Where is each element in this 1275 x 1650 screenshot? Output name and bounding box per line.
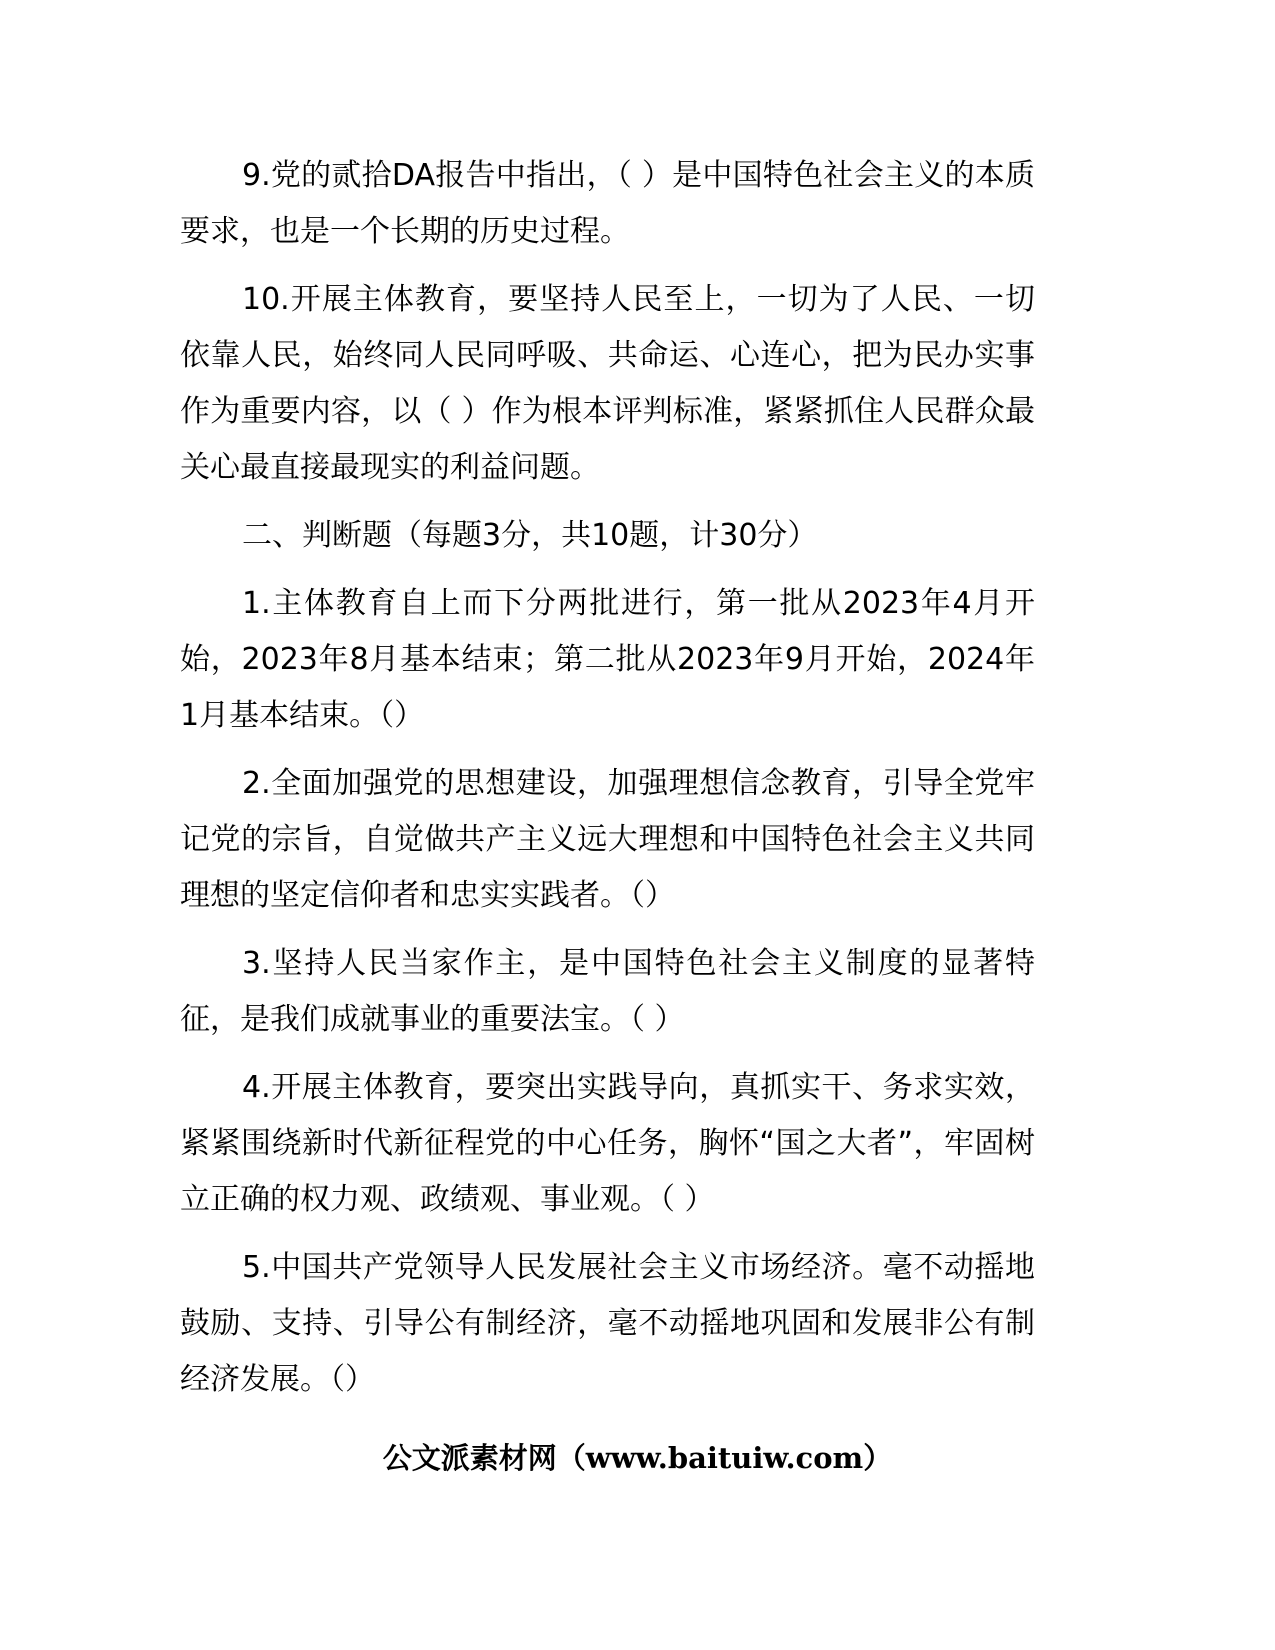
judgment-question-1: 1.主体教育自上而下分两批进行，第一批从2023年4月开始，2023年8月基本结束；第二批从2023年9月开始，2024年1月基本结束。（） bbox=[180, 586, 1035, 733]
page-footer-watermark: 公文派素材网（www.baituiw.com） bbox=[382, 1441, 893, 1475]
judgment-question-4: 4.开展主体教育，要突出实践导向，真抓实干、务求实效，紧紧围绕新时代新征程党的中心任务，胸怀“国之大者”，牢固树立正确的权力观、政绩观、事业观。（ ） bbox=[180, 1070, 1035, 1217]
question-9: 9.党的贰拾DA报告中指出，（ ）是中国特色社会主义的本质要求，也是一个长期的历史过程。 bbox=[180, 158, 1035, 249]
judgment-question-5: 5.中国共产党领导人民发展社会主义市场经济。毫不动摇地鼓励、支持、引导公有制经济，毫不动摇地巩固和发展非公有制经济发展。（） bbox=[180, 1250, 1035, 1397]
section-heading-judgment: 二、判断题（每题3分，共10题，计30分） bbox=[242, 518, 818, 553]
judgment-question-3: 3.坚持人民当家作主，是中国特色社会主义制度的显著特征，是我们成就事业的重要法宝。（ ） bbox=[180, 946, 1035, 1037]
question-10: 10.开展主体教育，要坚持人民至上，一切为了人民、一切依靠人民，始终同人民同呼吸、共命运、心连心，把为民办实事作为重要内容，以（ ）作为根本评判标准，紧紧抓住人民群众最关心最直接最现实的利益问题。 bbox=[180, 282, 1035, 485]
document-body bbox=[180, 148, 1035, 1408]
judgment-question-2: 2.全面加强党的思想建设，加强理想信念教育，引导全党牢记党的宗旨，自觉做共产主义远大理想和中国特色社会主义共同理想的坚定信仰者和忠实实践者。（） bbox=[180, 766, 1035, 913]
